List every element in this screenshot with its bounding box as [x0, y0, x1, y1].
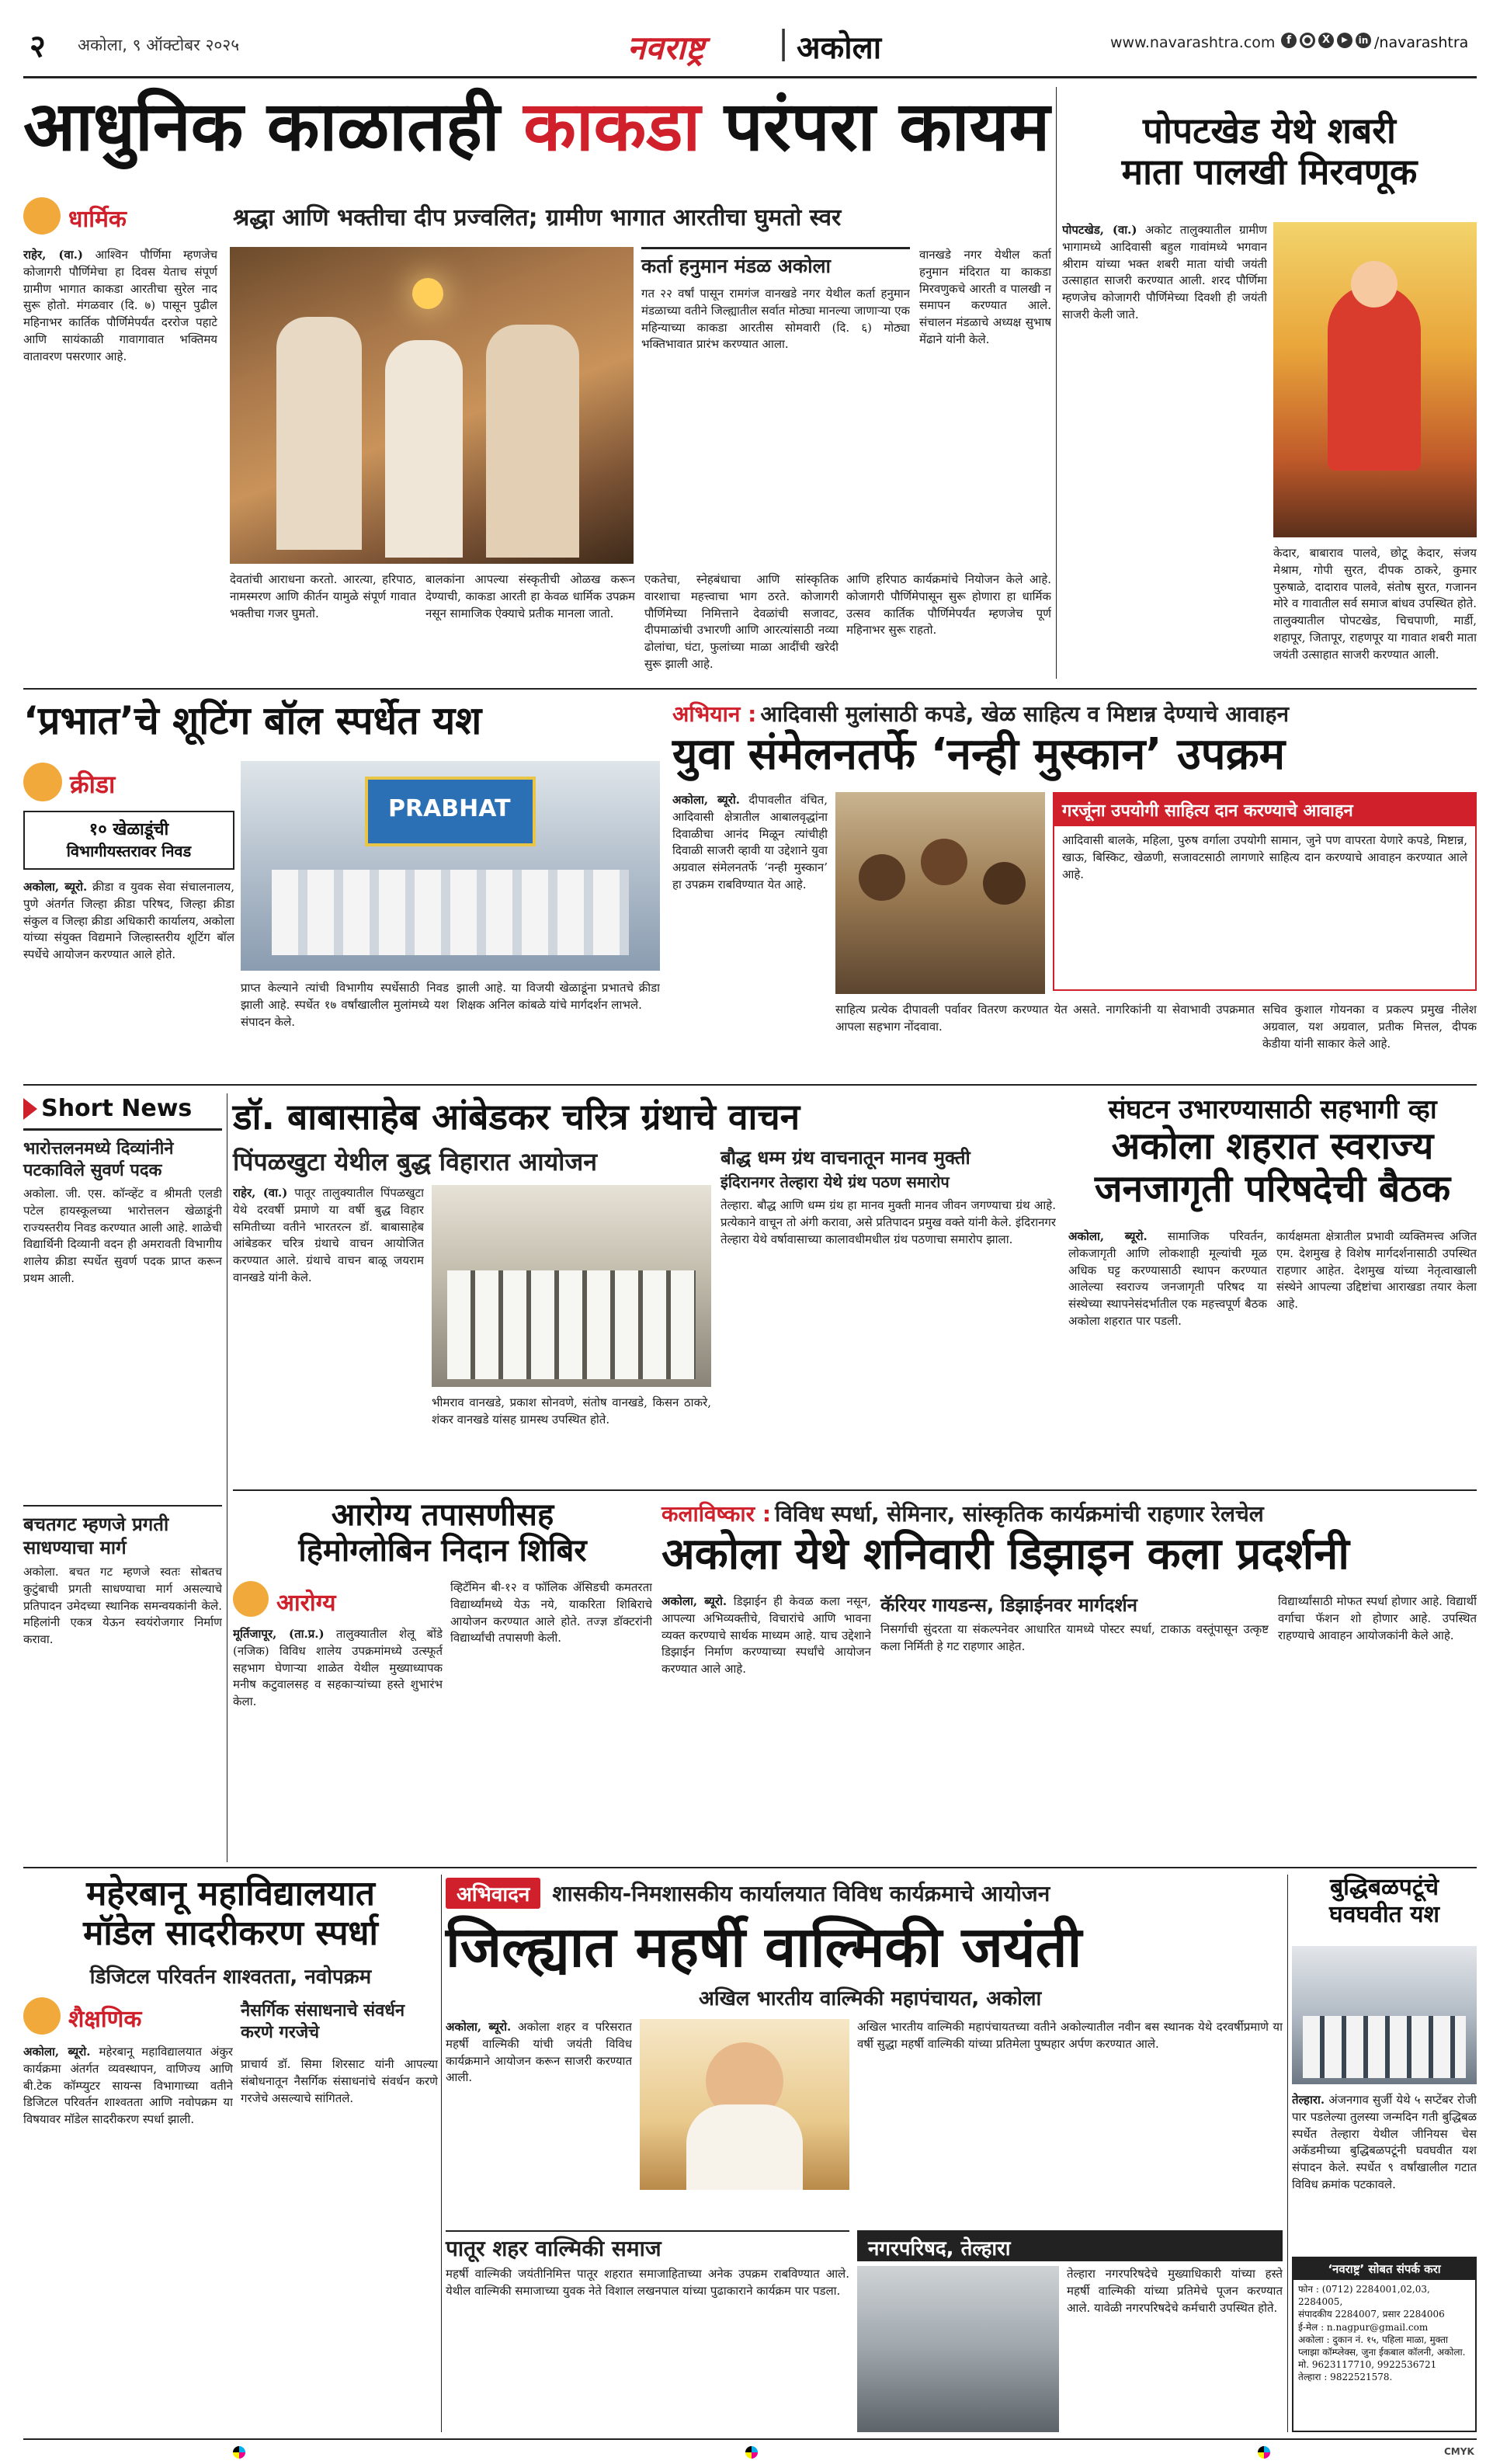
story8-text-c: विद्यार्थ्यांसाठी मोफत स्पर्धा होणार आहे. विद्यार्थी वर्गाचा फॅशन शो होणार आहे. उपस्थित राहण्याचे आवाहन आयोजकांनी केले आहे.	[1278, 1594, 1477, 1642]
story9-sub: नैसर्गिक संसाधनाचे संवर्धन करणे गरजेचे	[241, 2001, 405, 2042]
contact-box: ‘नवराष्ट्र’ सोबत संपर्क करा फोन : (0712) 2284001,02,03, 2284005, संपादकीय 2284007, प्रसार 2284006 ई-मेल : n.nagpur@gmail.com अकोला : दुकान नं. १५, पहिला माळा, मुक्ता प्लाझा कॉम्प्लेक्स, जुना ईकबाल कॉलनी, अकोला. मो. 9623117710, 9922536721 तेल्हारा : 9822521578.	[1292, 2257, 1477, 2432]
dateline: राहेर, (वा.)	[233, 1186, 288, 1200]
short-news-header: Short News	[23, 1095, 222, 1131]
dateline: अकोला, ब्यूरो.	[23, 880, 88, 894]
story4-text-b: साहित्य प्रत्येक दीपावली पर्वावर वितरण करण्यात येत असते. नागरिकांनी या सेवाभावी उपक्रमात आपला सहभाग नोंदवावा.	[835, 1003, 1255, 1034]
education-icon	[23, 1997, 61, 2035]
story2-text-b: केदार, बाबाराव पालवे, छोटू केदार, संजय मेश्राम, गोपी सुरत, दीपक ठाकरे, कुमार पुरुषाळे, दादाराव पालवे, संतोष सुरत, गजानन मोरे व गावातील सर्व समाज बांधव उपस्थित होते. तालुक्यातील पोपटखेड, चिचपाणी, मार्डी, शहापूर, जितापूर, राहणपूर या गावात शबरी माता जयंती उत्साहात साजरी करण्यात आली.	[1273, 546, 1477, 662]
story11-photo	[1292, 1946, 1477, 2084]
story9-text-b: प्राचार्य डॉ. सिमा शिरसाट यांनी आपल्या संबोधनातून नैसर्गिक संसाधनांचे संवर्धन करणे गरजेचे असल्याचे सांगितले.	[241, 2057, 438, 2105]
story10-sub2: पातूर शहर वाल्मिकी समाज	[446, 2230, 849, 2262]
story1-photo-main	[230, 247, 634, 564]
dateline: अकोला, ब्यूरो.	[23, 2045, 91, 2059]
contact-fax: संपादकीय 2284007, प्रसार 2284006	[1298, 2309, 1445, 2320]
story10-headline: जिल्ह्यात महर्षी वाल्मिकी जयंती	[446, 1914, 1082, 1979]
story10-text-d: तेल्हारा नगरपरिषदेचे मुख्याधिकारी यांच्या हस्ते महर्षी वाल्मिकी यांच्या प्रतिमेचे पूजन करण्यात आले. यावेळी नगरपरिषदेचे कर्मचारी उपस्थित होते.	[1067, 2267, 1283, 2315]
story7-headline: आरोग्य तपासणीसह हिमोग्लोबिन निदान शिबिर	[298, 1497, 587, 1569]
edition-city: अकोला	[797, 30, 882, 66]
story5-side-head: बौद्ध धम्म ग्रंथ वाचनातून मानव मुक्ती	[720, 1147, 970, 1169]
story10-text-a: अकोला, ब्यूरो. अकोला शहर व परिसरात महर्षी वाल्मिकी यांची जयंती विविध कार्यक्रमाने आयोजन करून साजरी करण्यात आली.	[446, 2020, 632, 2085]
story2-text-a: पोपटखेड, (वा.) अकोट तालुक्यातील ग्रामीण भागामध्ये आदिवासी बहुल गावांमध्ये भगवान श्रीराम यांच्या भक्त शबरी माता यांची जयंती उत्साहात साजरी करण्यात आली. शरद पौर्णिमा म्हणजेच कोजागरी पौर्णिमेच्या दिवशी ही जयंती साजरी केली जाते.	[1062, 223, 1267, 321]
story7-text-a: मूर्तिजापूर, (ता.प्र.) तालुक्यातील शेलू बोंडे (नजिक) विविध शालेय उपक्रमांमध्ये उत्स्फूर्त सहभाग घेणाऱ्या शाळेत येथील मुख्याध्यापक मनीष कटुवालसह व सहकाऱ्यांच्या हस्ते शुभारंभ केला.	[233, 1627, 443, 1708]
story5-headline: डॉ. बाबासाहेब आंबेडकर चरित्र ग्रंथाचे वाचन	[233, 1096, 800, 1138]
story9-deck: डिजिटल परिवर्तन शाश्वतता, नवोपक्रम	[89, 1965, 372, 1989]
contact-address: अकोला : दुकान नं. १५, पहिला माळा, मुक्ता प्लाझा कॉम्प्लेक्स, जुना ईकबाल कॉलनी, अकोला.	[1298, 2334, 1466, 2358]
story2-headline: पोपटखेड येथे शबरी माता पालखी मिरवणूक	[1121, 109, 1418, 193]
story10-tag-line: अभिवादन शासकीय-निमशासकीय कार्यालयात विविध कार्यक्रमाचे आयोजन	[446, 1878, 1284, 1910]
section-rule	[233, 1489, 1477, 1491]
dateline: अकोला, ब्यूरो.	[661, 1594, 727, 1608]
contact-phone2: 2284005,	[1298, 2296, 1343, 2308]
story6-text-a: अकोला, ब्यूरो. सामाजिक परिवर्तन, लोकजागृती आणि लोकशाही मूल्यांची मूळ अधिक घट्ट करण्यासाठी स्थापन करण्यात आलेल्या स्वराज्य जनजागृती परिषद या संस्थेच्या स्थापनेसंदर्भातील एक महत्त्वपूर्ण बैठक अकोला शहरात पार पडली.	[1068, 1229, 1267, 1328]
story10-photo-valmiki	[640, 2019, 849, 2190]
story5-side-text: तेल्हारा. बौद्ध आणि धम्म ग्रंथ हा मानव मुक्ती मानव जीवन जगण्याचा ग्रंथ आहे. प्रत्येकाने वाचून तो अंगी करावा, असे प्रतिपादन प्रमुख वक्ते यांनी केले. इंदिरानगर तेल्हारा येथे वर्षावासाच्या कालावधीमधील ग्रंथ पठणाचा समारोप झाला.	[720, 1198, 1056, 1246]
contact-mobile: मो. 9623117710, 9922536721	[1298, 2359, 1437, 2371]
story5-side-sub: इंदिरानगर तेल्हारा येथे ग्रंथ पठण समारोप	[720, 1173, 950, 1191]
short-news-item-2: बचतगट म्हणजे प्रगती साधण्याचा मार्ग अकोला. बचत गट म्हणजे स्वतः सोबतच कुटुंबाची प्रगती साधण्याचा मार्ग असल्याचे प्रतिपादन उमेदच्या स्थानिक समन्वयकांनी केले. महिलांनी एकत्र येऊन स्वयंरोजगार निर्माण करावा.	[23, 1505, 222, 1842]
story1-col7: आणि हरिपाठ कार्यक्रमांचे नियोजन केले आहे. कोजागरी पौर्णिमेपासून सुरू होणारा हा धार्मिक उत्सव कार्तिक पौर्णिमेपर्यंत म्हणजेच पूर्ण महिनाभर सुरू राहतो.	[846, 572, 1051, 638]
story1-headline: आधुनिक काळातही काकडा परंपरा कायम	[23, 86, 1050, 166]
story7-text-b: व्हिटॅमिन बी-१२ व फॉलिक ॲसिडची कमतरता विद्यार्थ्यांमध्ये येऊ नये, याकरिता शिबिराचे आयोजन करण्यात आले होते. तज्ज्ञ डॉक्टरांनी विद्यार्थ्यांची तपासणी केली.	[450, 1580, 652, 1646]
twitter-x-icon[interactable]: X	[1318, 33, 1334, 48]
story9-headline: महेरबानू महाविद्यालयात मॉडेल सादरीकरण स्पर्धा	[83, 1874, 378, 1953]
story5-text-b: भीमराव वानखडे, प्रकाश सोनवणे, संतोष वानखडे, किसन ठाकरे, शंकर वानखडे यांसह ग्रामस्थ उपस्थित होते.	[432, 1395, 711, 1427]
story6-headline: संघटन उभारण्यासाठी सहभागी व्हा अकोला शहरात स्वराज्य जनजागृती परिषदेची बैठक	[1094, 1094, 1451, 1211]
column-rule	[1287, 1875, 1288, 2432]
story1-deck: श्रद्धा आणि भक्तीचा दीप प्रज्वलित; ग्रामीण भागात आरतीचा घुमतो स्वर	[233, 204, 842, 231]
story3-text-b: प्राप्त केल्याने त्यांची विभागीय स्पर्धेसाठी निवड झाली आहे. स्पर्धेत १७ वर्षांखालील मुलांमध्ये यश संपादन केले.	[241, 981, 449, 1029]
masthead-rule	[23, 76, 1477, 78]
section-title: धार्मिक	[68, 206, 127, 233]
social-icons	[1281, 33, 1371, 48]
cmyk-label: CMYK	[1444, 2446, 1474, 2457]
linkedin-icon[interactable]: in	[1356, 33, 1371, 48]
registration-mark	[1258, 2446, 1270, 2459]
section-label-shaikshanik: शैक्षणिक	[23, 1996, 233, 2038]
story10-text-c: महर्षी वाल्मिकी जयंतीनिमित्त पातूर शहरात समाजाहिताच्या अनेक उपक्रम राबविण्यात आले. येथील वाल्मिकी समाजाच्या युवक नेते विशाल लखनपाल यांच्या पुढाकाराने कार्यक्रम पार पडला.	[446, 2267, 849, 2298]
instagram-icon[interactable]	[1300, 33, 1315, 48]
dateline: अकोला, ब्यूरो.	[446, 2020, 512, 2034]
story10-tag: अभिवादन	[446, 1878, 540, 1909]
story10-text-b: अखिल भारतीय वाल्मिकी महापंचायतच्या वतीने अकोल्यातील नवीन बस स्थानक येथे दरवर्षीप्रमाणे या वर्षी सुद्धा महर्षी वाल्मिकी यांच्या प्रतिमेला पुष्पहार अर्पण करण्यात आले.	[857, 2020, 1283, 2051]
story4-box: गरजूंना उपयोगी साहित्य दान करण्याचे आवाहन आदिवासी बालके, महिला, पुरुष वर्गाला उपयोगी सामान, जुने पण वापरता येणारे कपडे, मिष्टान्न, खाऊ, बिस्किट, खेळणी, सजावटसाठी लागणारे साहित्य दान करण्याचे आवाहन करण्यात आले आहे.	[1053, 792, 1477, 991]
story8-sub: कॅरियर गायडन्स, डिझाईनवर मार्गदर्शन	[880, 1594, 1137, 1616]
story1-subhead: कर्ता हनुमान मंडळ अकोला	[641, 255, 832, 277]
dateline: तेल्हारा.	[1292, 2093, 1325, 2107]
contact-telhara: तेल्हारा : 9822521578.	[1298, 2372, 1393, 2383]
masthead	[0, 0, 1500, 75]
diya-icon	[23, 197, 61, 235]
masthead-date: अकोला, ९ ऑक्टोबर २०२५	[78, 36, 240, 54]
social-handle[interactable]: /navarashtra	[1374, 34, 1469, 51]
section-rule	[23, 688, 1477, 690]
story3-text-c: झाली आहे. या विजयी खेळाडूंना प्रभातचे क्रीडा शिक्षक अनिल कांबळे यांचे मार्गदर्शन लाभले.	[457, 981, 660, 1012]
trophy-icon	[23, 763, 62, 801]
dateline: पोपटखेड, (वा.)	[1062, 223, 1137, 237]
story8-headline: अकोला येथे शनिवारी डिझाइन कला प्रदर्शनी	[661, 1529, 1349, 1580]
story8-text-b: निसर्गाची सुंदरता या संकल्पनेवर आधारित यामध्ये पोस्टर स्पर्धा, टाकाऊ वस्तूंपासून उत्कृष्ट कला निर्मिती हे गट राहणार आहेत.	[880, 1622, 1269, 1653]
story4-text-a: अकोला, ब्यूरो. दीपावलीत वंचित, आदिवासी क्षेत्रातील आबालवृद्धांना दिवाळीचा आनंद मिळून त्यांचीही दिवाळी साजरी व्हावी या उद्देशाने युवा अग्रवाल संमेलनतर्फे ‘नन्ही मुस्कान’ हा उपक्रम राबविण्यात येत आहे.	[672, 793, 828, 891]
story3-box: १० खेळाडूंची विभागीयस्तरावर निवड	[23, 811, 234, 870]
story3-headline: ‘प्रभात’चे शूटिंग बॉल स्पर्धेत यश	[23, 698, 482, 743]
registration-mark	[745, 2446, 758, 2459]
youtube-icon[interactable]: ▶	[1337, 33, 1352, 48]
dateline: राहेर, (वा.)	[23, 248, 84, 262]
website-url[interactable]: www.navarashtra.com	[1110, 34, 1276, 51]
story4-text-c: सचिव कुशाल गोयनका व प्रकल्प प्रमुख नीलेश अग्रवाल, यश अग्रवाल, प्रतीक मित्तल, दीपक केडीया यांनी साकार केले आहे.	[1262, 1003, 1477, 1051]
section-label-krida: क्रीडा	[23, 761, 234, 805]
section-label-dharmik	[23, 196, 233, 236]
masthead-separator: |	[778, 23, 790, 61]
story5-photo	[432, 1185, 711, 1387]
story10-sub3-box: नगरपरिषद, तेल्हारा	[857, 2230, 1283, 2261]
column-rule	[1056, 87, 1057, 679]
story8-text-a: अकोला, ब्यूरो. डिझाईन ही केवळ कला नसून, आपल्या अभिव्यक्तीचे, विचारांचे आणि भावना व्यक्त करण्याचे सार्थक माध्यम आहे. याच उद्देशाने डिझाईन निर्माण करण्याच्या स्पर्धांचे आयोजन करण्यात आले आहे.	[661, 1594, 871, 1676]
story4-photo	[835, 792, 1045, 994]
health-icon	[233, 1581, 269, 1617]
arrow-icon	[23, 1098, 37, 1120]
story10-photo-telhara	[857, 2266, 1059, 2432]
section-rule	[23, 1867, 1477, 1868]
contact-phone: फोन : (0712) 2284001,02,03,	[1298, 2284, 1430, 2295]
story1-subhead-box	[641, 247, 910, 281]
story3-photo: PRABHAT	[241, 761, 660, 971]
column-rule	[441, 1875, 442, 2432]
story1-col1: राहेर, (वा.) आश्विन पौर्णिमा म्हणजेच कोजागरी पौर्णिमेचा हा दिवस येताच संपूर्ण ग्रामीण भागात काकडा आरतीचा सुरेल नाद सुरू होतो. मंगळवार (दि. ७) पासून पुढील महिनाभर कार्तिक पौर्णिमेपर्यंत दररोज पहाटे आणि सायंकाळी गावागावात भक्तिमय वातावरण पसरणार आहे.	[23, 248, 217, 363]
story1-col2: गत २२ वर्षां पासून रामगंज वानखडे नगर येथील कर्ता हनुमान मंडळाच्या वतीने जिल्ह्यातील सर्वात मोठ्या मानल्या जाणाऱ्या एक महिन्याच्या काकडा आरतीस सोमवारी (दि. ६) मोठ्या भक्तिभावात प्रारंभ करण्यात आला.	[641, 287, 910, 352]
story11-headline: बुद्धिबळपटूंचे घवघवीत यश	[1329, 1874, 1439, 1928]
dateline: अकोला, ब्यूरो.	[672, 793, 740, 807]
section-rule	[23, 1084, 1477, 1086]
story11-text: तेल्हारा. अंजनगाव सुर्जी येथे ५ सप्टेंबर रोजी पार पडलेल्या तुलस्या जन्मदिन गती बुद्धिबळ स्पर्धेत तेल्हारा येथील जीनियस चेस अकॅडमीच्या बुद्धिबळपटूंनी घवघवीत यश संपादन केले. स्पर्धेत ९ वर्षांखालील गटात विविध क्रमांक पटकावले.	[1292, 2093, 1477, 2191]
story1-col6: एकतेचा, स्नेहबंधाचा आणि सांस्कृतिक वारशाचा महत्त्वाचा भाग ठरते. कोजागरी पौर्णिमेच्या निमित्ताने देवळांची सजावट, दीपमाळांची उभारणी आणि आरत्यांसाठी नव्या ढोलांचा, घंटा, फुलांच्या माळा आदींची खरेदी सुरू झाली आहे.	[644, 572, 839, 671]
brand-logo: नवराष्ट्र	[627, 29, 705, 67]
story4-headline: युवा संमेलनतर्फे ‘नन्ही मुस्कान’ उपक्रम	[672, 729, 1286, 780]
story1-col4: देवतांची आराधना करतो. आरत्या, हरिपाठ, नामस्मरण आणि कीर्तन यामुळे संपूर्ण गावात भक्तीचा गजर घुमतो.	[230, 572, 416, 620]
dateline: अकोला, ब्यूरो.	[1068, 1229, 1148, 1243]
story10-sub1: अखिल भारतीय वाल्मिकी महापंचायत, अकोला	[699, 1987, 1042, 2010]
section-label-aarogya: आरोग्य	[233, 1580, 411, 1620]
facebook-icon[interactable]: f	[1281, 33, 1297, 48]
short-news-item-1: भारोत्तलनमध्ये दिव्यांनीने पटकाविले सुवर्ण पदक अकोला. जी. एस. कॉन्व्हेंट व श्रीमती एलडी पटेल हायस्कूलच्या भारोत्तलन खेळाडूंनी राज्यस्तरीय निवड करण्यात आली आहे. शाळेची विद्यार्थिनी दिव्यानी वदन ही अमरावती विभागीय शालेय क्रीडा स्पर्धेत सुवर्ण पदक प्राप्त करून प्रथम आली.	[23, 1139, 222, 1285]
story3-text-a: अकोला, ब्यूरो. क्रीडा व युवक सेवा संचालनालय, पुणे अंतर्गत जिल्हा क्रीडा परिषद, जिल्हा क्रीडा संकुल व जिल्हा क्रीडा अधिकारी कार्यालय, अकोला यांच्या संयुक्त विद्यमाने जिल्हास्तरीय शूटिंग बॉल स्पर्धेचे आयोजन करण्यात आले होते.	[23, 880, 234, 961]
story9-text-a: अकोला, ब्यूरो. महेरबानू महाविद्यालयात अंकुर कार्यक्रमा अंतर्गत व्यवस्थापन, वाणिज्य आणि बी.टेक कॉम्प्युटर सायन्स विभागाच्या वतीने डिजिटल परिवर्तन शाश्वतता आणि नवोपक्रम या विषयावर मॉडेल सादरीकरण स्पर्धा झाली.	[23, 2045, 233, 2126]
story1-col5: बालकांना आपल्या संस्कृतीची ओळख करून देण्याची, काकडा आरती हा केवळ धार्मिक उपक्रम नसून सामाजिक ऐक्याचे प्रतीक मानला जातो.	[425, 572, 635, 620]
dateline: मूर्तिजापूर, (ता.प्र.)	[233, 1627, 325, 1641]
story4-kicker-line: अभियान : आदिवासी मुलांसाठी कपडे, खेळ साहित्य व मिष्टान्न देण्याचे आवाहन	[672, 701, 1290, 727]
story5-deck: पिंपळखुटा येथील बुद्ध विहारात आयोजन	[233, 1147, 597, 1176]
story2-photo	[1273, 222, 1477, 537]
story8-kicker-line: कलाविष्कार : विविध स्पर्धा, सेमिनार, सांस्कृतिक कार्यक्रमांची राहणार रेलचेल	[661, 1501, 1264, 1527]
story6-text-b: कार्यक्षमता क्षेत्रातील प्रभावी व्यक्तिमत्त्व अजित एम. देशमुख हे विशेष मार्गदर्शनासाठी उपस्थित राहणार आहेत. देशमुख यांच्या नेतृत्वाखाली संस्थेने आपल्या उद्दिष्टांचा आराखडा तयार केला आहे.	[1276, 1229, 1477, 1311]
page-number: २	[30, 29, 46, 64]
bottom-rule	[23, 2438, 1477, 2440]
registration-mark	[233, 2446, 245, 2459]
story5-text-a: राहेर, (वा.) पातूर तालुक्यातील पिंपळखुटा येथे दरवर्षी प्रमाणे या वर्षी बुद्ध विहार समितीच्या वतीने भारतरत्न डॉ. बाबासाहेब आंबेडकर चरित्र ग्रंथाचे वाचन आयोजित करण्यात आले. ग्रंथाचे वाचन बाळू जयराम वानखडे यांनी केले.	[233, 1186, 424, 1284]
contact-email[interactable]: ई-मेल : n.nagpur@gmail.com	[1298, 2321, 1429, 2333]
story1-col3: वानखडे नगर येथील कर्ता हनुमान मंदिरात या काकडा मिरवणुकचे आरती व पालखी न समापन करण्यात आले. संचालन मंडळाचे अध्यक्ष सुभाष मेंढाने यांनी केले.	[919, 248, 1051, 346]
registration-marks	[0, 2445, 1500, 2462]
